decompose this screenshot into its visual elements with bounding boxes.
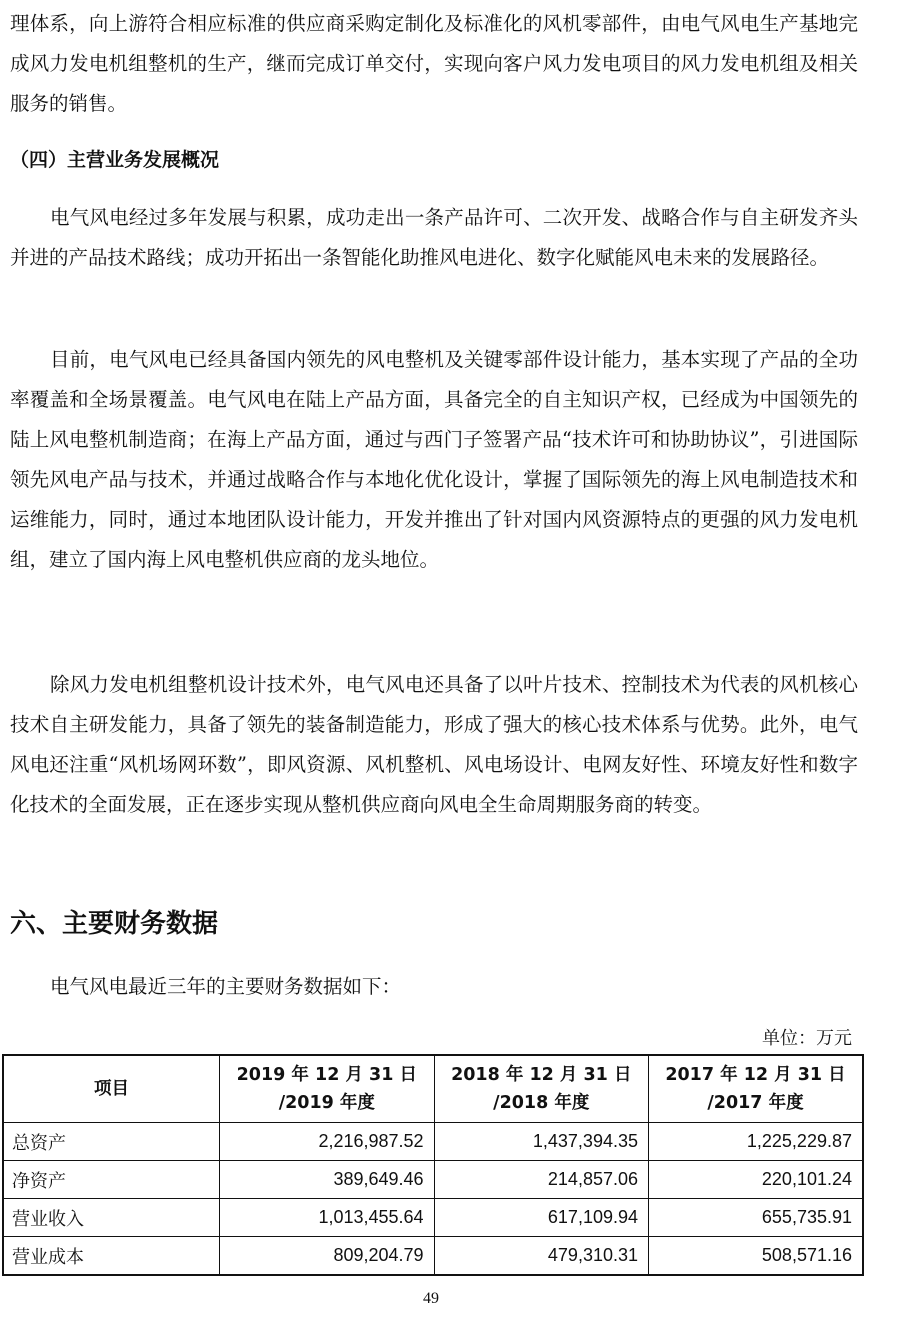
header-2017-date: 2017 年 12 月 31 日: [665, 1065, 846, 1085]
header-2018: [434, 1055, 648, 1123]
cell-operating-cost-2019: 809,204.79: [220, 1237, 434, 1276]
cell-operating-cost-2018: 479,310.31: [434, 1237, 648, 1276]
table-row: [3, 1123, 863, 1161]
cell-total-assets-2018: 1,437,394.35: [434, 1123, 648, 1161]
cell-total-assets-2017: 1,225,229.87: [649, 1123, 864, 1161]
section-heading-financial-data: 六、主要财务数据: [10, 909, 219, 939]
header-2019-year: /2019 年度: [278, 1093, 375, 1113]
cell-revenue-2019: 1,013,455.64: [220, 1199, 434, 1237]
cell-net-assets-2019: 389,649.46: [220, 1161, 434, 1199]
cell-net-assets-2017: 220,101.24: [649, 1161, 864, 1199]
header-2019-date: 2019 年 12 月 31 日: [236, 1065, 417, 1085]
section-heading-business-overview: （四）主营业务发展概况: [10, 149, 220, 171]
cell-total-assets-2019: 2,216,987.52: [220, 1123, 434, 1161]
header-2017: [649, 1055, 864, 1123]
financial-data-table: [2, 1054, 864, 1276]
page-number: 49: [423, 1290, 439, 1307]
header-2019: [220, 1055, 434, 1123]
paragraph-current-capability: 目前，电气风电已经具备国内领先的风电整机及关键零部件设计能力，基本实现了产品的全功率覆盖和全场景覆盖。电气风电在陆上产品方面，具备完全的自主知识产权，已经成为中国领先的陆上风电整机制造商；在海上产品方面，通过与西门子签署产品“技术许可和协助协议”，引进国际领先风电产品与技术，并通过战略合作与本地化优化设计，掌握了国际领先的海上风电制造技术和运维能力，同时，通过本地团队设计能力，开发并推出了针对国内风资源特点的更强的风力发电机组，建立了国内海上风电整机供应商的龙头地位。: [10, 348, 858, 571]
table-header-row: [3, 1055, 863, 1123]
row-label-revenue: 营业收入: [3, 1199, 220, 1237]
table-unit-label: 单位：万元: [762, 1028, 852, 1049]
row-label-total-assets: 总资产: [3, 1123, 220, 1161]
cell-net-assets-2018: 214,857.06: [434, 1161, 648, 1199]
cell-revenue-2018: 617,109.94: [434, 1199, 648, 1237]
paragraph-business-model-end: 理体系，向上游符合相应标准的供应商采购定制化及标准化的风机零部件，由电气风电生产基地完成风力发电机组整机的生产，继而完成订单交付，实现向客户风力发电项目的风力发电机组及相关服务的销售。: [10, 12, 858, 115]
paragraph-development-path: 电气风电经过多年发展与积累，成功走出一条产品许可、二次开发、战略合作与自主研发齐头并进的产品技术路线；成功开拓出一条智能化助推风电进化、数字化赋能风电未来的发展路径。: [10, 206, 858, 269]
paragraph-core-technology: 除风力发电机组整机设计技术外，电气风电还具备了以叶片技术、控制技术为代表的风机核心技术自主研发能力，具备了领先的装备制造能力，形成了强大的核心技术体系与优势。此外，电气风电还注重“风机场网环数”，即风资源、风机整机、风电场设计、电网友好性、环境友好性和数字化技术的全面发展，正在逐步实现从整机供应商向风电全生命周期服务商的转变。: [10, 673, 858, 816]
table-row: [3, 1161, 863, 1199]
header-2018-year: /2018 年度: [493, 1093, 590, 1113]
header-2018-date: 2018 年 12 月 31 日: [451, 1065, 632, 1085]
table-row: [3, 1199, 863, 1237]
header-2017-year: /2017 年度: [707, 1093, 804, 1113]
cell-revenue-2017: 655,735.91: [649, 1199, 864, 1237]
paragraph-financial-intro: 电气风电最近三年的主要财务数据如下：: [50, 975, 402, 998]
row-label-operating-cost: 营业成本: [3, 1237, 220, 1276]
table-row: [3, 1237, 863, 1276]
header-item: 项目: [3, 1055, 220, 1123]
row-label-net-assets: 净资产: [3, 1161, 220, 1199]
cell-operating-cost-2017: 508,571.16: [649, 1237, 864, 1276]
